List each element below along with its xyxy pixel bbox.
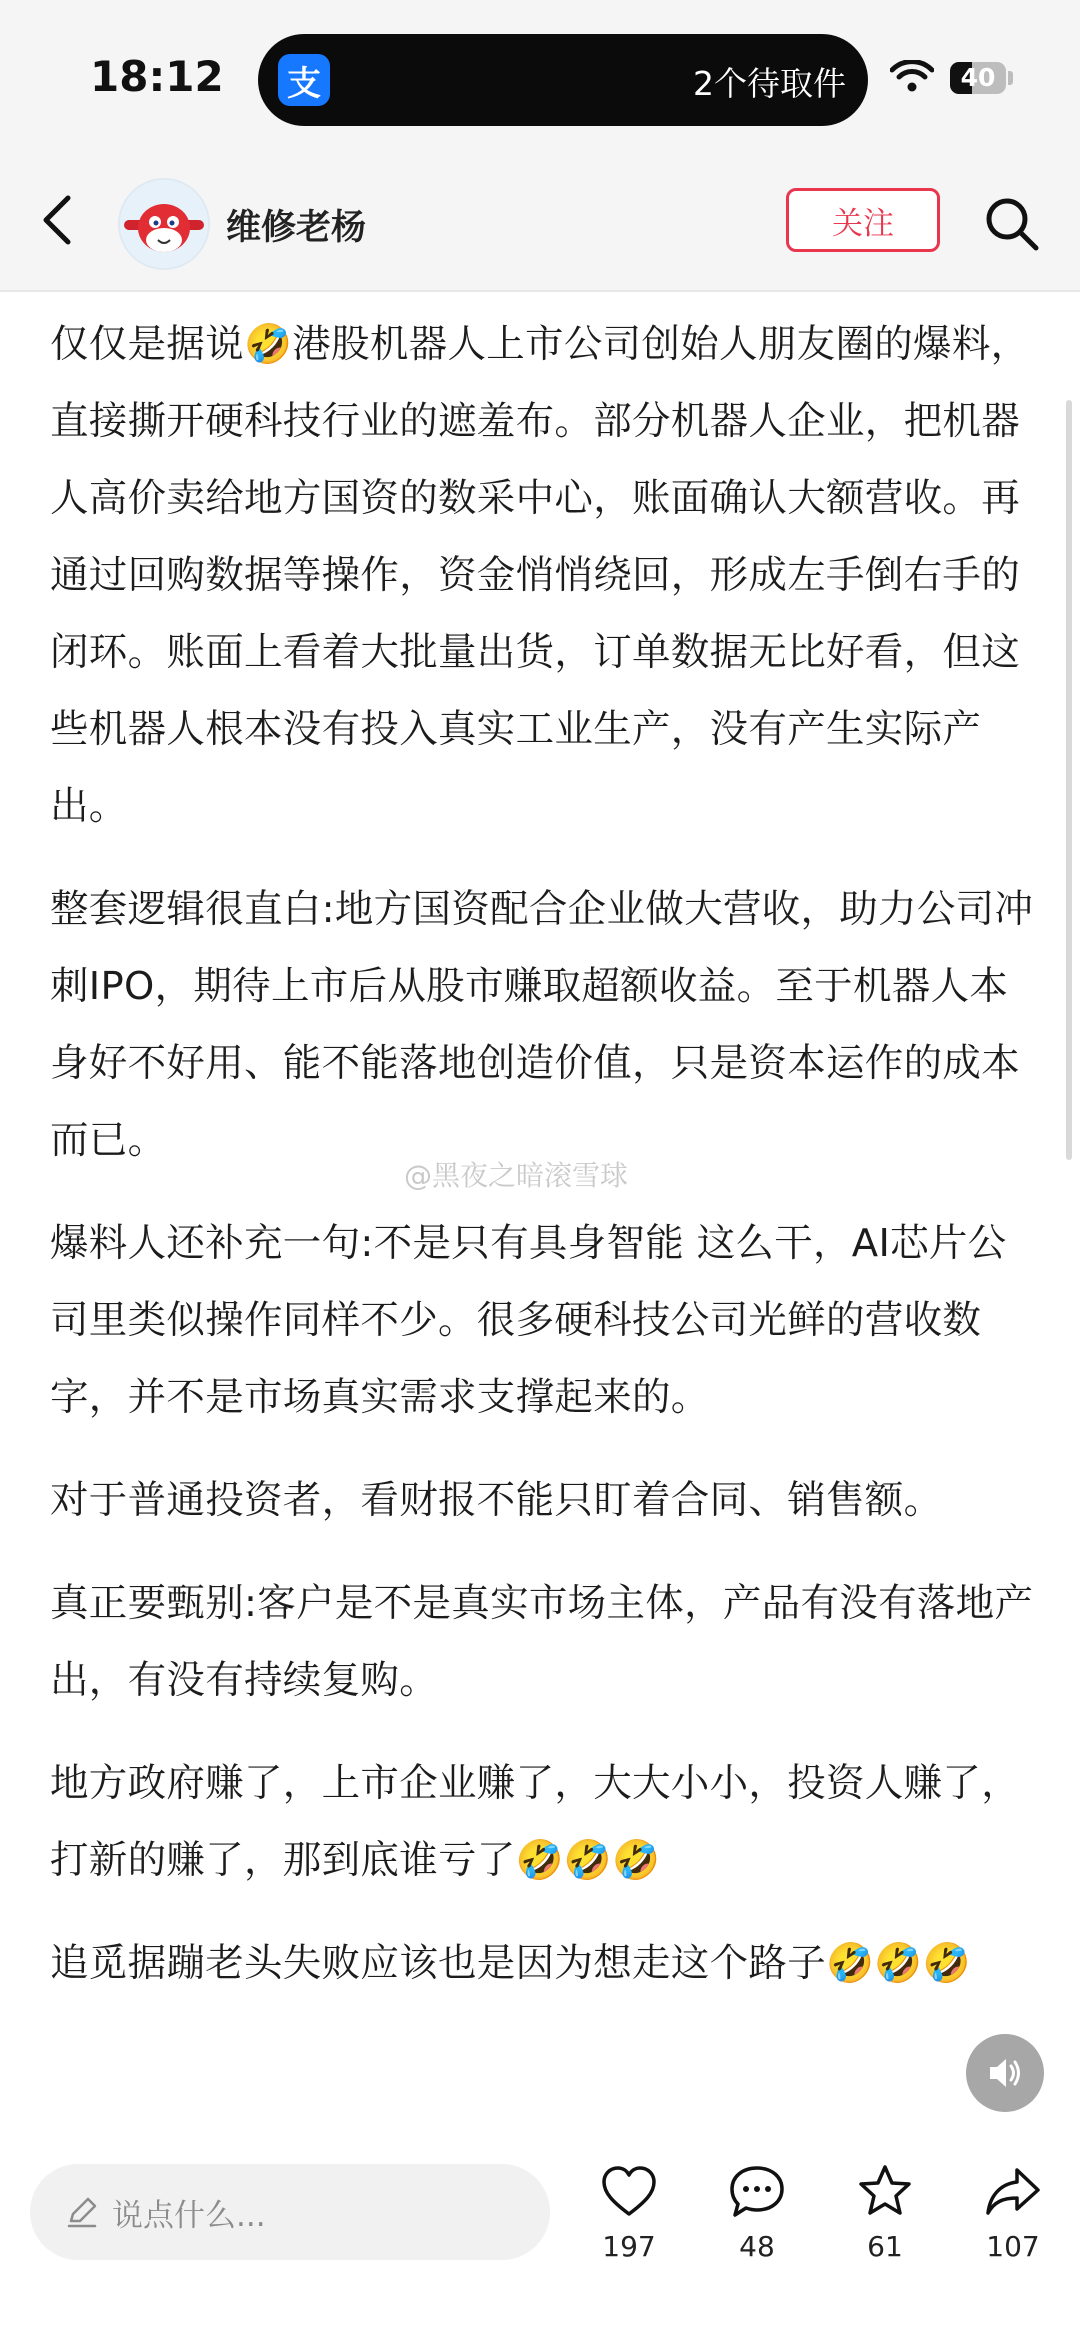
- island-package-text: 2个待取件: [693, 64, 846, 103]
- search-icon[interactable]: [984, 196, 1040, 252]
- dynamic-island[interactable]: [258, 34, 868, 126]
- avatar-airplane-icon: [120, 180, 208, 268]
- back-icon[interactable]: [38, 192, 78, 248]
- wifi-icon: [890, 60, 934, 92]
- sound-button[interactable]: [966, 2034, 1044, 2112]
- scrollbar[interactable]: [1066, 400, 1072, 1160]
- like-button[interactable]: [574, 2162, 684, 2263]
- comment-placeholder: 说点什么...: [112, 2197, 266, 2234]
- status-bar: [0, 0, 1080, 150]
- pen-icon: [64, 2194, 100, 2230]
- share-arrow-icon: [983, 2162, 1043, 2222]
- post-paragraph: 爆料人还补充一句:不是只有具身智能 这么干，AI芯片公司里类似操作同样不少。很多硬科技公司光鲜的营收数字，并不是市场真实需求支撑起来的。: [50, 1221, 1007, 1420]
- post-paragraph: 追觅据蹦老头失败应该也是因为想走这个路子🤣🤣🤣: [50, 1941, 971, 1986]
- battery-tip: [1008, 71, 1013, 85]
- post-paragraph: 真正要甄别:客户是不是真实市场主体，产品有没有落地产出，有没有持续复购。: [50, 1581, 1034, 1703]
- heart-icon: [599, 2162, 659, 2222]
- bottom-action-bar: [0, 2140, 1080, 2347]
- watermark: @黑夜之暗滚雪球: [404, 1159, 629, 1192]
- star-icon: [855, 2162, 915, 2222]
- favorite-button[interactable]: [830, 2162, 940, 2263]
- post-header: [0, 150, 1080, 292]
- post-paragraph: 对于普通投资者，看财报不能只盯着合同、销售额。: [50, 1478, 943, 1523]
- comment-count: 48: [739, 2230, 775, 2263]
- post-paragraph: 整套逻辑很直白:地方国资配合企业做大营收，助力公司冲刺IPO，期待上市后从股市赚取超额收益。至于机器人本身好不好用、能不能落地创造价值，只是资本运作的成本而已。: [50, 887, 1034, 1163]
- avatar[interactable]: [118, 178, 210, 270]
- comment-input[interactable]: [30, 2164, 550, 2260]
- post-paragraph: 仅仅是据说🤣港股机器人上市公司创始人朋友圈的爆料，直接撕开硬科技行业的遮羞布。部分机器人企业，把机器人高价卖给地方国资的数采中心，账面确认大额营收。再通过回购数据等操作，资金悄悄绕回，形成左手倒右手的闭环。账面上看着大批量出货，订单数据无比好看，但这些机器人根本没有投入真实工业生产，没有产生实际产出。: [50, 322, 1030, 829]
- author-name[interactable]: 维修老杨: [226, 208, 367, 248]
- speaker-icon: [984, 2052, 1026, 2094]
- post-paragraph: 地方政府赚了，上市企业赚了，大大小小，投资人赚了，打新的赚了，那到底谁亏了🤣🤣🤣: [50, 1761, 1021, 1883]
- alipay-icon: 支: [278, 54, 330, 106]
- battery-level: 40: [960, 63, 996, 92]
- favorite-count: 61: [867, 2230, 903, 2263]
- share-count: 107: [986, 2230, 1040, 2263]
- battery-icon: [950, 62, 1006, 94]
- comment-bubble-icon: [727, 2162, 787, 2222]
- share-button[interactable]: [958, 2162, 1068, 2263]
- like-count: 197: [602, 2230, 656, 2263]
- follow-button[interactable]: 关注: [786, 188, 940, 252]
- status-time: 18:12: [90, 52, 224, 101]
- comment-button[interactable]: [702, 2162, 812, 2263]
